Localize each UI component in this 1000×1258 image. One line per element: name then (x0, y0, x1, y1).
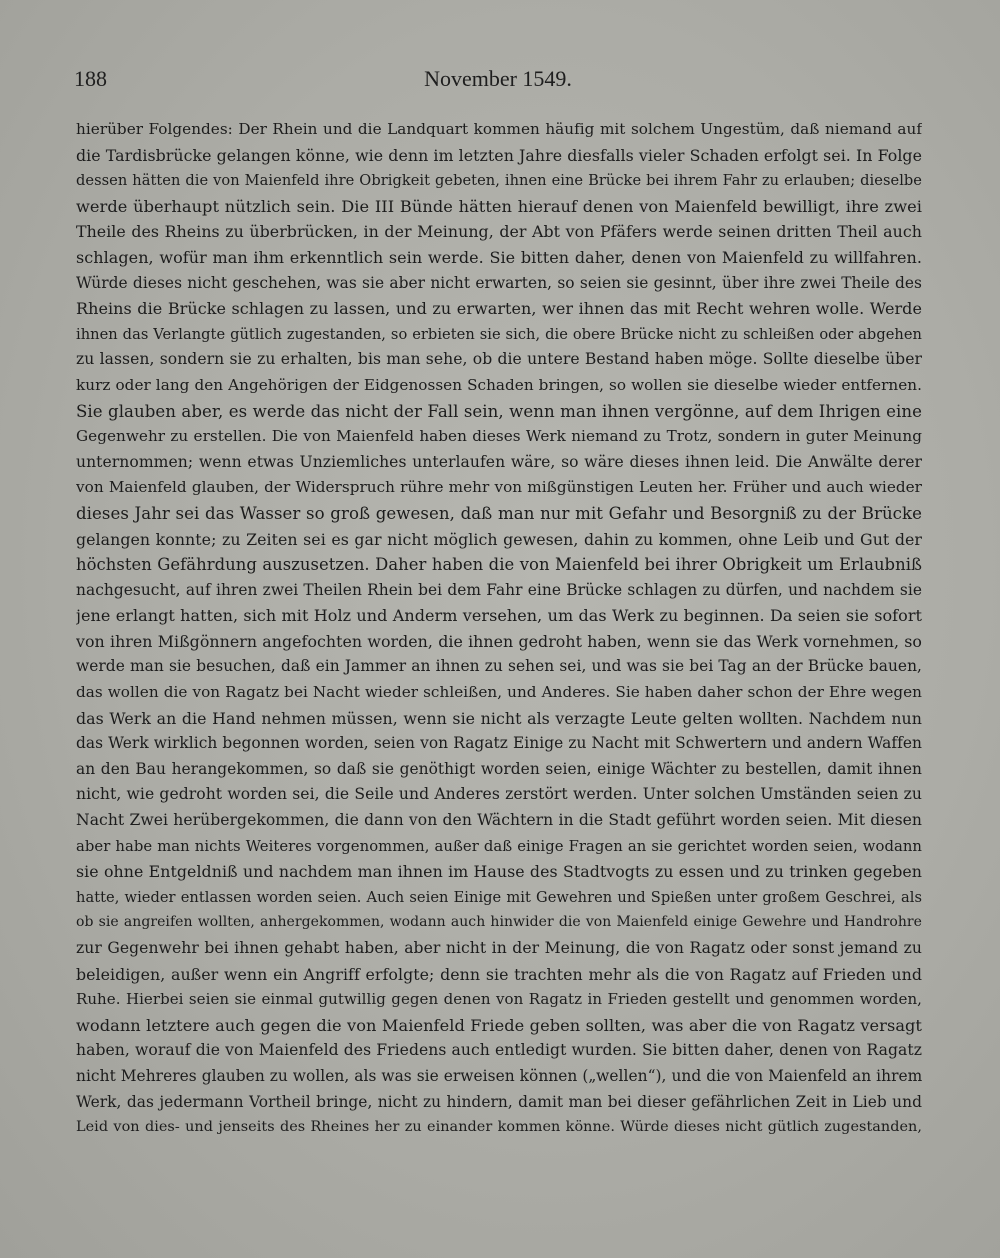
text-line: dessen hätten die von Maienfeld ihre Obrigkeit gebeten, ihnen eine Brücke bei ihrem Fahr zu erlauben; dieselbe (76, 172, 922, 190)
text-line: unternommen; wenn etwas Unziemliches unterlaufen wäre, so wäre dieses ihnen leid. Die Anwälte derer (76, 452, 922, 471)
text-line: an den Bau herangekommen, so daß sie genöthigt worden seien, einige Wächter zu bestellen, damit ihnen (76, 759, 922, 778)
text-line: das Werk an die Hand nehmen müssen, wenn sie nicht als verzagte Leute gelten wollten. Nachdem nun (76, 708, 922, 728)
text-line: ob sie angreifen wollten, anhergekommen, wodann auch hinwider die von Maienfeld einige Gewehre und Handrohre (76, 914, 922, 931)
text-line: das wollen die von Ragatz bei Nacht wieder schleißen, und Anderes. Sie haben daher schon der Ehre wegen (76, 683, 922, 702)
text-line: haben, worauf die von Maienfeld des Friedens auch entledigt wurden. Sie bitten daher, denen von Ragatz (76, 1041, 922, 1060)
text-line: Werk, das jedermann Vortheil bringe, nicht zu hindern, damit man bei dieser gefährlichen Zeit in Lieb und (76, 1092, 922, 1111)
text-line: ihnen das Verlangte gütlich zugestanden, so erbieten sie sich, die obere Brücke nicht zu schleißen oder abgehen (76, 325, 922, 343)
text-line: Rheins die Brücke schlagen zu lassen, und zu erwarten, wer ihnen das mit Recht wehren wolle. Werde (76, 299, 922, 319)
text-line: Sie glauben aber, es werde das nicht der Fall sein, wenn man ihnen vergönne, auf dem Ihrigen eine (76, 401, 922, 421)
text-line: das Werk wirklich begonnen worden, seien von Ragatz Einige zu Nacht mit Schwertern und andern Waffen (76, 734, 922, 753)
text-line: nicht, wie gedroht worden sei, die Seile und Anderes zerstört werden. Unter solchen Umständen seien zu (76, 785, 922, 804)
running-head: November 1549. (424, 66, 572, 91)
text-line: höchsten Gefährdung auszusetzen. Daher haben die von Maienfeld bei ihrer Obrigkeit um Erlaubniß (76, 555, 922, 575)
text-line: von Maienfeld glauben, der Widerspruch rühre mehr von mißgünstigen Leuten her. Früher und auch wieder (76, 478, 922, 497)
text-line: sie ohne Entgeldniß und nachdem man ihnen im Hause des Stadtvogts zu essen und zu trinken gegeben (76, 862, 922, 882)
text-line: werde überhaupt nützlich sein. Die III Bünde hätten hierauf denen von Maienfeld bewilligt, ihre zwei (76, 196, 922, 216)
text-line: Ruhe. Hierbei seien sie einmal gutwillig gegen denen von Ragatz in Frieden gestellt und genommen worden, (76, 990, 922, 1009)
body-text (76, 117, 922, 1141)
text-line: werde man sie besuchen, daß ein Jammer an ihnen zu sehen sei, und was sie bei Tag an der Brücke bauen, (76, 657, 922, 676)
text-line: nachgesucht, auf ihren zwei Theilen Rhein bei dem Fahr eine Brücke schlagen zu dürfen, und nachdem sie (76, 580, 922, 599)
text-line: schlagen, wofür man ihm erkenntlich sein werde. Sie bitten daher, denen von Maienfeld zu willfahren. (76, 247, 922, 267)
text-line: Nacht Zwei herübergekommen, die dann von den Wächtern in die Stadt geführt worden seien. Mit diesen (76, 811, 922, 830)
text-line: aber habe man nichts Weiteres vorgenommen, außer daß einige Fragen an sie gerichtet worden seien, wodann (76, 837, 922, 855)
text-line: kurz oder lang den Angehörigen der Eidgenossen Schaden bringen, so wollen sie dieselbe wieder entfernen. (76, 375, 922, 394)
text-line: hatte, wieder entlassen worden seien. Auch seien Einige mit Gewehren und Spießen unter großem Geschrei, als (76, 888, 922, 906)
text-line: zur Gegenwehr bei ihnen gehabt haben, aber nicht in der Meinung, die von Ragatz oder sonst jemand zu (76, 939, 922, 957)
page-number: 188 (74, 66, 107, 91)
text-line: gelangen konnte; zu Zeiten sei es gar nicht möglich gewesen, dahin zu kommen, ohne Leib und Gut der (76, 529, 922, 549)
text-line: Gegenwehr zu erstellen. Die von Maienfeld haben dieses Werk niemand zu Trotz, sondern in guter Meinung (76, 427, 922, 446)
text-line: von ihren Mißgönnern angefochten worden, die ihnen gedroht haben, wenn sie das Werk vornehmen, so (76, 631, 922, 651)
text-line: nicht Mehreres glauben zu wollen, als was sie erweisen können („wellen“), und die von Maienfeld an ihrem (76, 1066, 922, 1085)
text-line: die Tardisbrücke gelangen könne, wie denn im letzten Jahre diesfalls vieler Schaden erfolgt sei. In Folge (76, 145, 922, 165)
text-line: beleidigen, außer wenn ein Angriff erfolgte; denn sie trachten mehr als die von Ragatz auf Frieden und (76, 964, 922, 984)
text-line: Theile des Rheins zu überbrücken, in der Meinung, der Abt von Pfäfers werde seinen dritten Theil auch (76, 222, 922, 242)
text-line: Leid von dies- und jenseits des Rheines her zu einander kommen könne. Würde dieses nicht gütlich zugestanden, (76, 1119, 922, 1136)
text-line: wodann letztere auch gegen die von Maienfeld Friede geben sollten, was aber die von Ragatz versagt (76, 1015, 922, 1035)
text-line: jene erlangt hatten, sich mit Holz und Anderm versehen, um das Werk zu beginnen. Da seien sie sofort (76, 606, 922, 626)
text-line: zu lassen, sondern sie zu erhalten, bis man sehe, ob die untere Bestand haben möge. Sollte dieselbe über (76, 350, 922, 369)
text-line: Würde dieses nicht geschehen, was sie aber nicht erwarten, so seien sie gesinnt, über ihre zwei Theile des (76, 273, 922, 292)
page-header (74, 62, 922, 102)
text-line: hierüber Folgendes: Der Rhein und die Landquart kommen häufig mit solchem Ungestüm, daß niemand auf (76, 120, 922, 138)
text-line: dieses Jahr sei das Wasser so groß gewesen, daß man nur mit Gefahr und Besorgniß zu der Brücke (76, 503, 922, 523)
